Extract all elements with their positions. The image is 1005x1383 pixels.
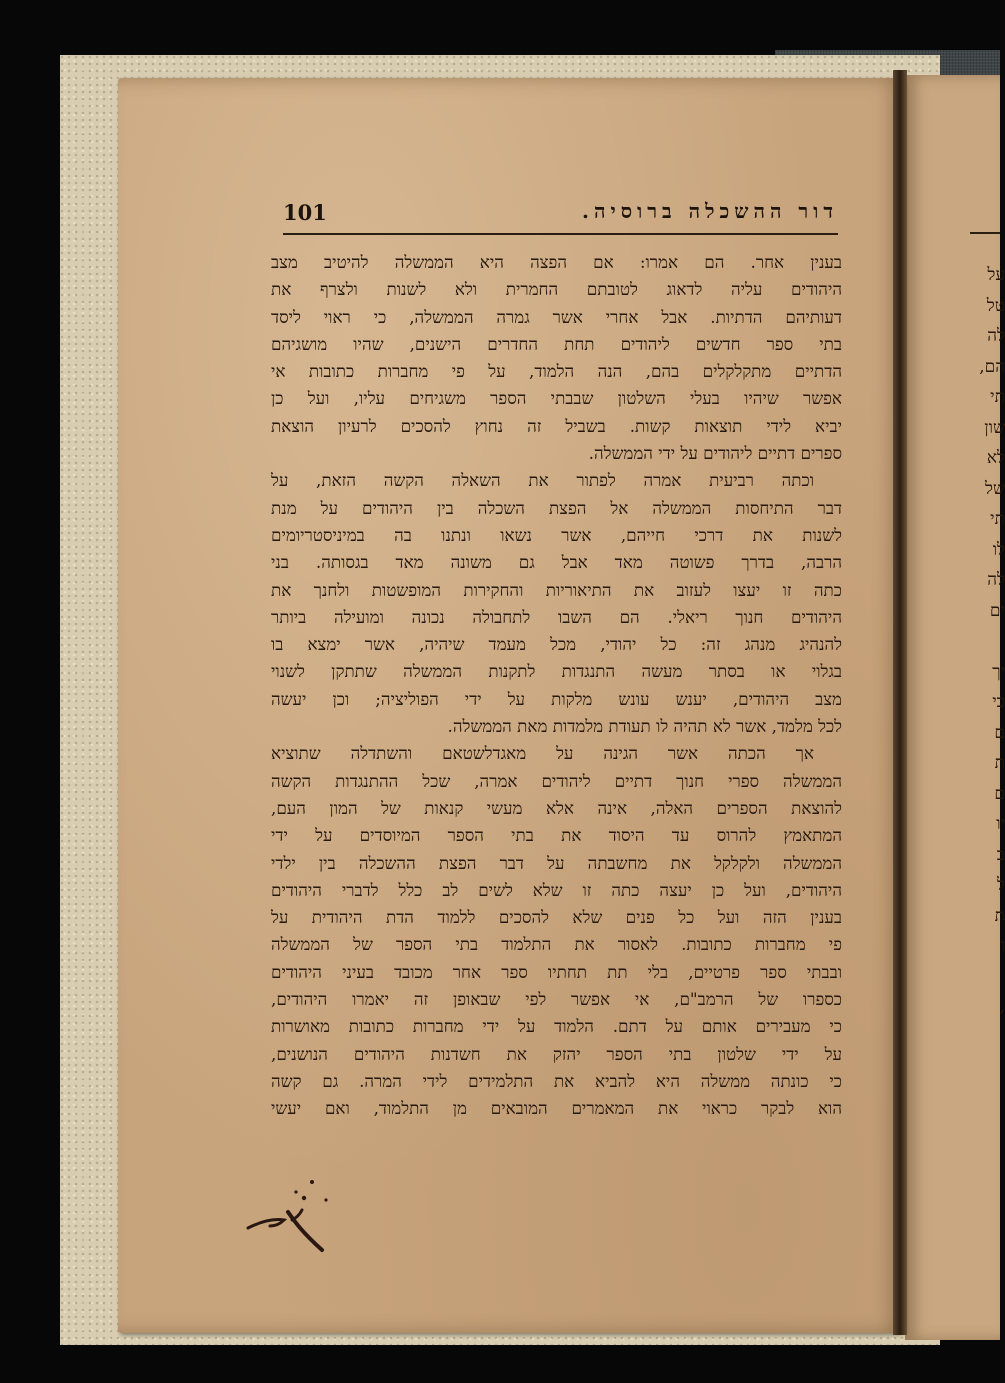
text-line: היהודים חנוך ריאלי. הם השבו לתחבולה נכונה ומועילה ביותר: [271, 606, 842, 627]
text-line: אפשר שיהיו בעלי השלטון שבבתי הספר משגיחים עליו, ועל כן: [271, 388, 842, 409]
facing-page-fragment: ל: [997, 875, 1005, 895]
facing-page-fragment: [965, 1023, 1005, 1054]
facing-page-fragment: לה: [987, 326, 1005, 346]
text-line: אך הכתה אשר הגינה על מאגדלשטאם והשתדלה שתוציא: [271, 743, 814, 764]
facing-page-fragment: על: [987, 265, 1005, 285]
facing-page-fragment: לו: [992, 539, 1005, 560]
facing-page-fragment: ת: [994, 753, 1005, 773]
page-number: 101: [283, 200, 327, 225]
text-line: וכתה רביעית אמרה לפתור את השאלה הקשה הזאת, על: [271, 470, 814, 491]
text-line: כי מעבירים אותם על דתם. הלמוד על ידי מחברות כתובות מאושרות: [271, 1016, 842, 1037]
facing-page-fragment: שון: [984, 417, 1005, 438]
running-head: דור ההשכלה ברוסיה.: [582, 199, 838, 223]
facing-page-fragment: ם: [994, 783, 1005, 804]
text-line: יביא לידי תוצאות קשות. בשביל זה נחוץ להסכים לרעיון הוצאת: [271, 415, 842, 436]
text-line: לשנות את דרכי חייהם, אשר נשאו ונתנו בה במיניסטריומים: [271, 524, 842, 545]
text-line: ספרים דתיים ליהודים על ידי הממשלה.: [588, 443, 842, 464]
facing-page-fragment: ים: [989, 600, 1005, 621]
text-line: ובבתי ספר פרטיים, בלי תת תחתיו ספר אחר מכובד בעיני היהודים: [271, 961, 842, 982]
pencil-annotation: [240, 1170, 340, 1260]
text-line: בתי ספר חדשים ליהודים תחת החדרים הישנים, שהיו מושגיהם: [271, 333, 842, 354]
facing-page-fragment: ת: [994, 905, 1005, 926]
text-line: כתה זו יעצו לעזוב את התיאוריות והחקירות המופשטות ולחנך את: [271, 579, 842, 600]
text-line: לכל מלמד, אשר לא תהיה לו תעודת מלמדות מאת הממשלה.: [447, 716, 842, 737]
text-line: מצב היהודים, יענש עונש מלקות על ידי הפוליציה; וכן יעשה: [271, 688, 842, 709]
facing-page-header-rule: [970, 232, 1000, 234]
text-line: דבר התיחסות הממשלה אל הפצת השכלה בין היהודים על מנת: [271, 497, 842, 518]
page-gutter: [893, 70, 907, 1335]
facing-page-fragment: ם: [994, 722, 1005, 743]
text-line: על ידי שלטון בתי הספר יהזק את חשדנות היהודים הנושנים,: [271, 1043, 842, 1064]
text-line: להוצאת הספרים האלה, אינה אלא מעשי קנאות של המון העם,: [271, 797, 842, 818]
text-line: הרבה, בדרך פשוטה מאד אבל גם משונה מאד בגסותה. בני: [271, 552, 842, 573]
text-line: כי כונתה ממשלה היא להביא את התלמידים לידי המרה. גם קשה: [271, 1070, 842, 1091]
facing-page-fragment: לא: [986, 448, 1005, 468]
text-line: דעותיהם הדתיות. אבל אחרי אשר גמרה הממשלה, כי ראוי ליסד: [271, 306, 842, 327]
text-line: פי מחברות כתובות. לאסור את התלמוד בתי הספר של הממשלה: [271, 934, 842, 955]
facing-page-text: [965, 260, 1005, 1114]
text-line: הממשלה ספרי חנוך דתיים ליהודים אמרה, שכל ההתנגדות הקשה: [271, 770, 842, 791]
text-line: המתאמץ להרוס עד היסוד את בתי הספר המיוסדים על ידי: [271, 825, 842, 846]
facing-page-fragment: יו: [996, 814, 1005, 834]
text-line: כספרו של הרמב"ם, אי אפשר לפי שבאופן זה יאמרו היהודים,: [271, 989, 842, 1010]
facing-page-fragment: [965, 1084, 1005, 1115]
text-line: היהודים עליה לדאוג לטובתם החמרית ולא לשנות ולצרף את: [271, 279, 842, 300]
text-line: היהודים, ועל כן יעצה כתה זו שלא לשים לב כלל לדברי היהודים: [271, 879, 842, 900]
facing-page-fragment: תי: [990, 509, 1005, 529]
facing-page-fragment: תי: [990, 387, 1005, 407]
facing-page-fragment: של: [985, 478, 1005, 499]
header-rule: [283, 233, 838, 235]
facing-page-fragment: [965, 626, 1005, 657]
text-line: הממשלה ולקלקל את מחשבתה על דבר הפצת ההשכלה בין ילדי: [271, 852, 842, 873]
text-line: הדתיים מתקלקלים בהם, הנה הלמוד, על פי מחברות כתובות אי: [271, 361, 842, 382]
facing-page-fragment: [965, 962, 1005, 993]
text-line: הוא לבקר כראוי את המאמרים המובאים מן התלמוד, ואם יעשי: [271, 1098, 842, 1119]
facing-page-fragment: ב: [996, 844, 1005, 865]
facing-page-fragment: הם,: [979, 356, 1005, 377]
facing-page-fragment: יך: [992, 661, 1005, 682]
facing-page-fragment: טל: [986, 295, 1005, 316]
facing-page-fragment: [965, 1053, 1005, 1084]
text-line: בענין הזה ועל כל פנים שלא להסכים ללמוד הדת היהודית על: [271, 907, 842, 928]
facing-page-fragment: ,: [999, 997, 1005, 1017]
text-line: להנהיג מנהג זה: כל יהודי, מכל מעמד שיהיה, אשר ימצא בו: [271, 634, 842, 655]
facing-page-fragment: לה: [987, 570, 1005, 590]
facing-page-fragment: כי: [992, 692, 1005, 712]
page-header: [283, 196, 838, 232]
facing-page-fragment: ו: [1000, 936, 1005, 956]
text-line: בגלוי או בסתר מעשה התנגדות לתקנות הממשלה שתתקן לשנוי: [271, 661, 842, 682]
text-line: בענין אחר. הם אמרו: אם הפצה היא הממשלה להיטיב מצב: [271, 252, 842, 272]
body-text: [271, 249, 842, 1123]
